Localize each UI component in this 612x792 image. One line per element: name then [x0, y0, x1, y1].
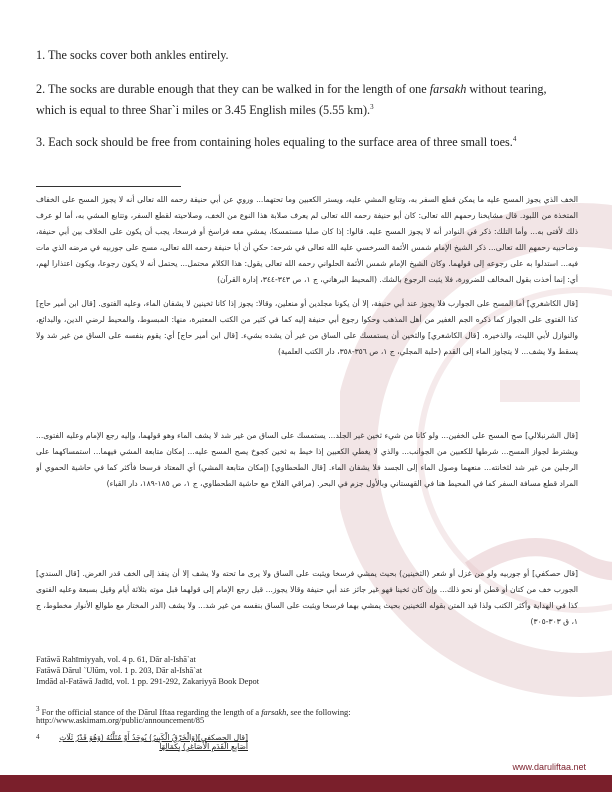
arabic-block-2: [قال الكاشغري] أما المسح على الجوارب فلا يجوز عند أبي حنيفة، إلا أن يكونا مجلدين أو منعلين، وقالا: يجوز إذا كانا ثخينين لا يشفان الماء، وعليه الفتوى. [قال ابن أمير حاج] كذا الفتوى على الجواز كما ذكره الجم الغفير من أهل المذهب وحكوا رجوع أبي حنيفة إليه كما في كثير من الكتب المعتبرة، منها: المبسوط، والمحيط لرضي الدين، والبدائع، والنوازل لأبي الليث، والذخيرة. [قال الكاشغري] والثخين أن يستمسك على الساق من غير أن يشده بشيء. [قال ابن أمير حاج] أي: يقوم بنفسه على الساق من غير شد ولا يسقط ولا يشف... لا يتجاوز الماء إلى القدم (حلبة المجلي، ج ١، ص ٣٥٦-٣٥٨، دار الكتب العلمية): [36, 299, 578, 356]
reference-2: Fatāwā Dārul `Ulūm, vol. 1 p. 203, Dār al-Ishā`at: [36, 666, 203, 675]
reference-1: Fatāwā Rahīmiyyah, vol. 4 p. 61, Dār al-Ishā`at: [36, 655, 196, 664]
point-1: 1. The socks cover both ankles entirely.: [36, 48, 229, 62]
footer-bar: [0, 775, 612, 792]
footnote-separator: [36, 186, 181, 187]
footnote-3-link[interactable]: http://www.askimam.org/public/announcement/85: [36, 716, 205, 725]
footnote-4-arabic: [قال الحصكفي](وَالْخَرْقُ الْكَبِيرُ) يُوجَدُ أَوْ مُتَلَّتُهُ (وَهُوَ قَدْرُ ثَلَاثِ أَصَابِعِ الْقَدَمِ الْأَصَاغِرِ) بِكَمَالِهَا: [59, 733, 248, 751]
arabic-block-1: الخف الذي يجوز المسح عليه ما يمكن قطع السفر به، وتتابع المشي عليه، ويستر الكعبين وما تحتهما... وروي عن أبي حنيفة رحمه الله تعالى أنه لا يجوز المسح على الخفاف المتخذة من اللبود. قال مشايخنا رحمهم الله تعالى: كان أبو حنيفة رحمه الله تعالى لم يعرف صلابة هذا النوع من الخف، وصلاحيته لقطع السفر، وتتابع المشي به، أما لو عرف ذلك لأفتى به... وأما التلك: ذكر في النوادر أنه لا يجوز المسح عليه. قالوا: إذا كان صلبا مستمسكا، يمشي معه فراسخ أو فرسخا، يجب أن يكون على الخلاف بين أبي حنيفة، وصاحبيه رحمهم الله تعالى... ذكر الشيخ الإمام شمس الأئمة السرخسي عليه الله تعالى في شرحه: حكي أن أبا حنيفة رحمه الله تعالى، مسح على جوربيه في مرضه الذي مات فيه... استدلوا به على رجوعه إلى قولهما. وكان الشيخ الإمام شمس الأئمة الحلواني رحمه الله تعالى يقول: هذا الكلام محتمل... يحتمل أنه لا يكون رجوعا، ويكون اعتذارا لهم، أي: إنما أخذت بقول المخالف للضرورة، فلا يثبت الرجوع بالشك. (المحيط البرهاني، ج ١، ص ٣٤٣-٣٤٤، إدارة القرآن): [36, 195, 578, 284]
footer-website-link[interactable]: www.daruliftaa.net: [512, 762, 586, 772]
arabic-block-4: [قال حصكفي] أو جوربيه ولو من غزل أو شعر (الثخينين) بحيث يمشي فرسخا ويثبت على الساق ولا يرى ما تحته ولا يشف إلا أن ينفذ إلى الخف قدر الغرض. [قال السندي] الجورب خف من كتان أو قطن أو نحو ذلك... وإن كان ثخينا فهو غير جائز عند أبي حنيفة وقالا يجوز... قيل رجع الإمام إلى قولهما قبل موته بثلاثة أيام وقيل بسبعة وعليه الفتوى كذا في الهداية وأكثر الكتب ولذا قيد المتن بقوله الثخينين بحيث يمشي بهما فرسخا ويثبت على الساق بنفسه من غير شد... ولا يشف (الدر المختار مع طوالع الأنوار مخطوط، ج ١، ق ٣٠٣-٣٠٥): [36, 569, 578, 626]
point-2: 2. The socks are durable enough that they can be walked in for the length of one farsakh without tearing, which is equal to three Shar`i miles or 3.45 English miles (5.55 km).$^3$: [36, 82, 547, 118]
point-3: 3. Each sock should be free from containing holes equaling to the surface area of three small toes.$^4$: [36, 135, 517, 150]
arabic-block-3: [قال الشرنبلالي] صح المسح على الخفين... ولو كانا من شيء ثخين غير الجلد... يستمسك على الساق من غير شد لا يشف الماء وهو قولهما، وإليه رجع الإمام وعليه الفتوى... ويشترط لجواز المسح... شرطها للكعبين من الجوانب... والذي لا يغطي الكعبين إذا خيط به ثخين كجوخ يصح المسح عليه... إمكان متابعة المشي فيهما... استمساكهما على الرجلين من غير شد لثخانته... منعهما وصول الماء إلى الجسد فلا يشفان الماء. [قال الطحطاوي] (إمكان متابعة المشي) أي المعتاد فرسخا فأكثر كما في حاشية الحموي أو المراد قطع مسافة السفر كما في المحيط هنا في القهستاني وبالأول جزم في البحر. (مراقي الفلاح مع حاشية الطحطاوي، ج ١، ص ١٨٥-١٨٩، دار القباء): [36, 431, 578, 488]
reference-3: Imdād al-Fatāwā Jadīd, vol. 1 pp. 291-292, Zakariyyā Book Depot: [36, 677, 260, 686]
footnote-3: $^3$ For the official stance of the Dārul Iftaa regarding the length of a farsakh, see the following:: [36, 705, 351, 717]
